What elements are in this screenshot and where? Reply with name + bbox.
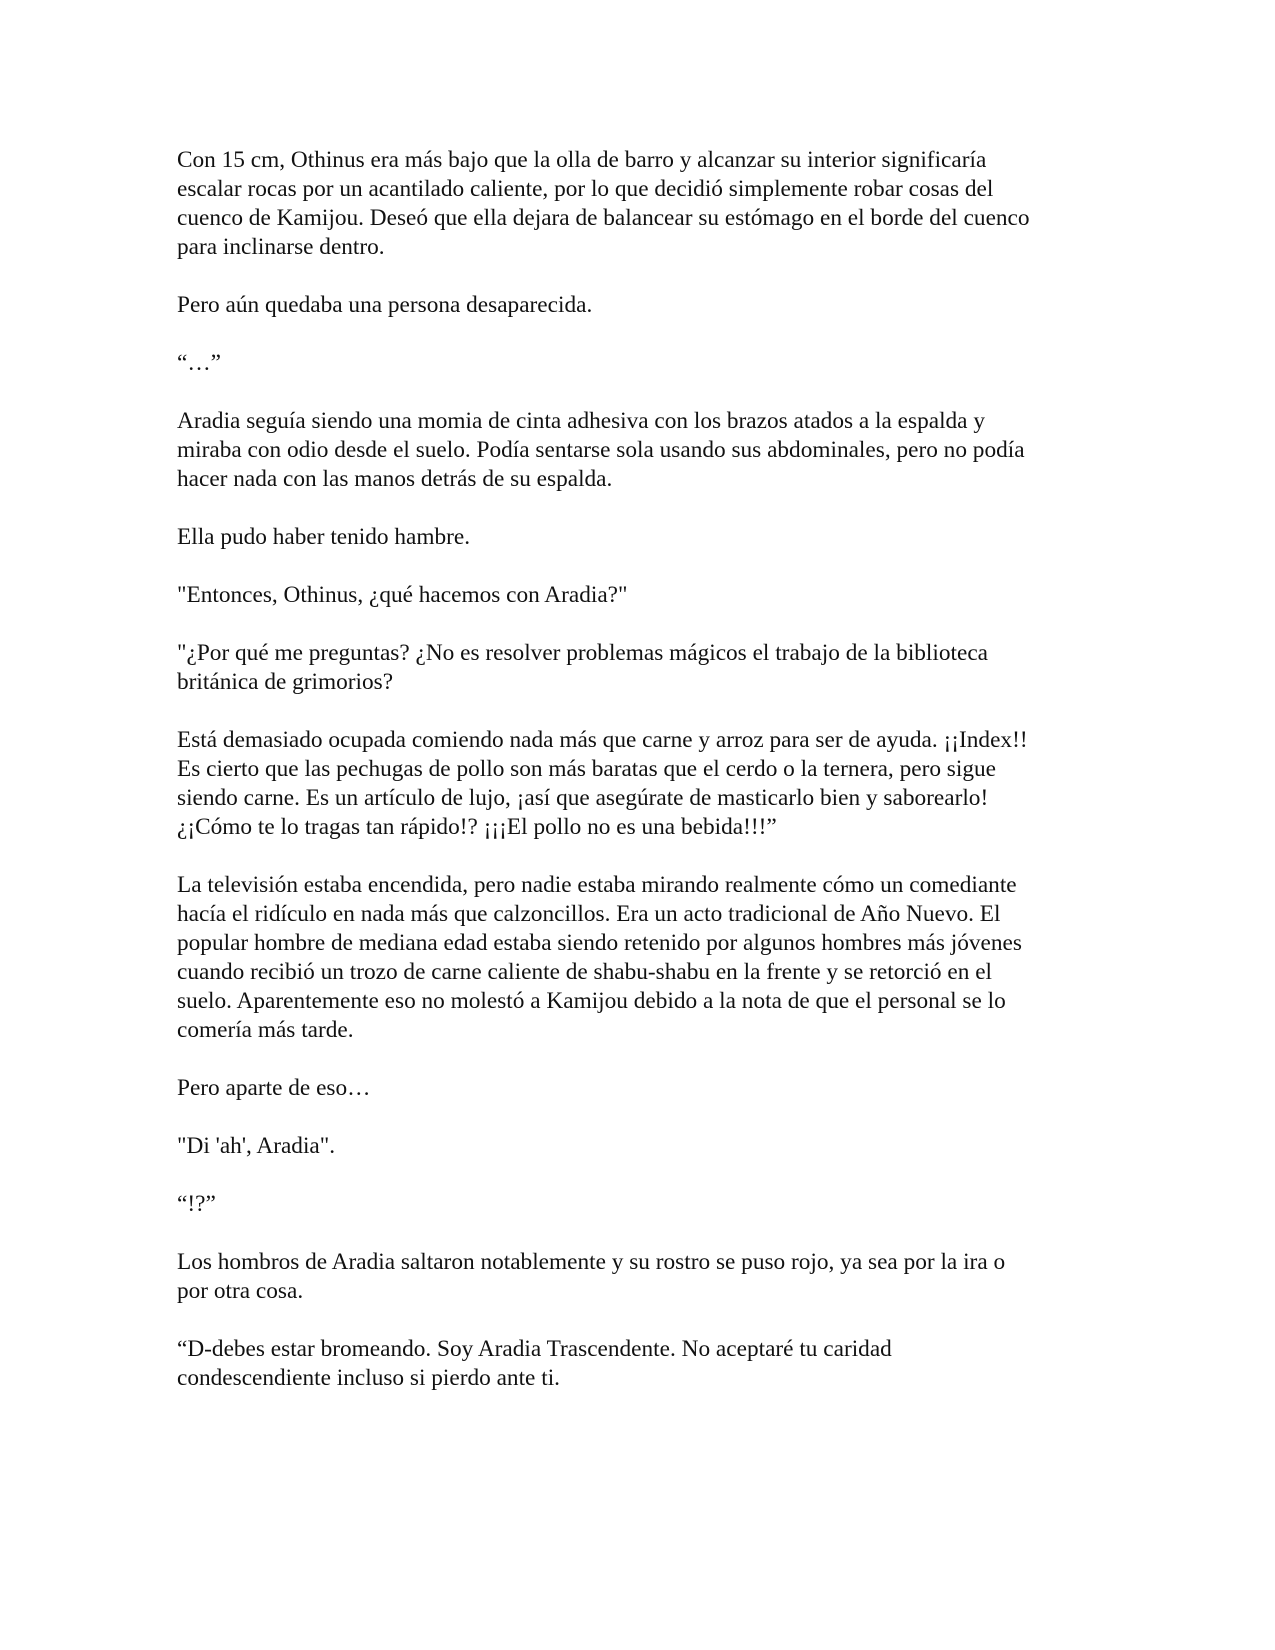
paragraph-5: Ella pudo haber tenido hambre.	[177, 524, 471, 550]
paragraph-13: Los hombros de Aradia saltaron notablemente y su rostro se puso rojo, ya sea por la ira o por otra cosa.	[177, 1249, 1006, 1304]
paragraph-10: Pero aparte de eso…	[177, 1075, 371, 1101]
paragraph-14: “D-debes estar bromeando. Soy Aradia Trascendente. No aceptaré tu caridad condescendiente incluso si pierdo ante ti.	[177, 1336, 892, 1391]
body-text	[177, 146, 1107, 1422]
paragraph-2: Pero aún quedaba una persona desaparecida.	[177, 292, 593, 318]
paragraph-6: "Entonces, Othinus, ¿qué hacemos con Aradia?"	[177, 582, 628, 608]
paragraph-9: La televisión estaba encendida, pero nadie estaba mirando realmente cómo un comediante hacía el ridículo en nada más que calzoncillos. Era un acto tradicional de Año Nuevo. El popular hombre de mediana edad estaba siendo retenido por algunos hombres más jóvenes cuando recibió un trozo de carne caliente de shabu-shabu en la frente y se retorció en el suelo. Aparentemente eso no molestó a Kamijou debido a la nota de que el personal se lo comería más tarde.	[177, 872, 1022, 1043]
paragraph-4: Aradia seguía siendo una momia de cinta adhesiva con los brazos atados a la espalda y miraba con odio desde el suelo. Podía sentarse sola usando sus abdominales, pero no podía hacer nada con las manos detrás de su espalda.	[177, 408, 1025, 492]
paragraph-11: "Di 'ah', Aradia".	[177, 1133, 336, 1159]
paragraph-7: "¿Por qué me preguntas? ¿No es resolver problemas mágicos el trabajo de la biblioteca británica de grimorios?	[177, 640, 989, 695]
paragraph-8: Está demasiado ocupada comiendo nada más que carne y arroz para ser de ayuda. ¡¡Index!! Es cierto que las pechugas de pollo son más baratas que el cerdo o la ternera, pero sigue siendo carne. Es un artículo de lujo, ¡así que asegúrate de masticarlo bien y saborearlo! ¿¡Cómo te lo tragas tan rápido!? ¡¡¡El pollo no es una bebida!!!”	[177, 727, 1028, 840]
paragraph-1: Con 15 cm, Othinus era más bajo que la olla de barro y alcanzar su interior significaría escalar rocas por un acantilado caliente, por lo que decidió simplemente robar cosas del cuenco de Kamijou. Deseó que ella dejara de balancear su estómago en el borde del cuenco para inclinarse dentro.	[177, 147, 1030, 260]
paragraph-12: “!?”	[177, 1191, 216, 1217]
paragraph-3: “…”	[177, 350, 221, 376]
